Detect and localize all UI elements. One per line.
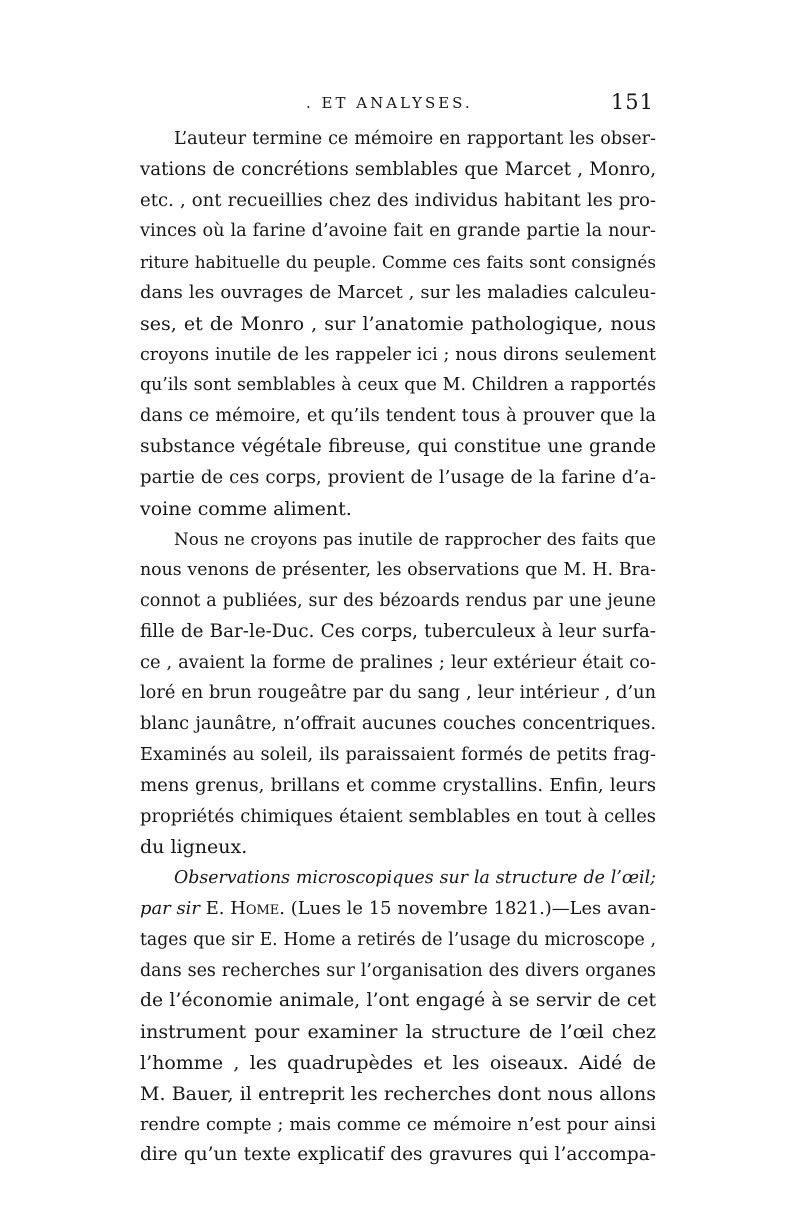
text-line: L’auteur termine ce mémoire en rapportant les obser- <box>174 129 656 149</box>
text-line: vations de concrétions semblables que Marcet , Monro, <box>140 158 656 180</box>
text-line: de l’économie animale, l’ont engagé à se servir de cet <box>140 990 656 1012</box>
text-line: fille de Bar-le-Duc. Ces corps, tuberculeux à leur surfa- <box>140 620 656 642</box>
text-line: loré en brun rougeâtre par du sang , leur intérieur , d’un <box>140 683 656 704</box>
text-line: croyons inutile de les rappeler ici ; nous dirons seulement <box>140 344 656 365</box>
text-line: rendre compte ; mais comme ce mémoire n’est pour ainsi <box>140 1114 656 1135</box>
text-line <box>140 894 656 925</box>
text-line: substance végétale fibreuse, qui constitue une grande <box>140 435 656 457</box>
author-initial: E. <box>199 897 231 919</box>
text-line: etc. , ont recueillies chez des individus habitant les pro- <box>140 189 656 211</box>
text-line: riture habituelle du peuple. Comme ces faits sont consignés <box>140 252 656 273</box>
section-heading-line: Observations microscopiques sur la structure de l’œil; <box>174 868 656 889</box>
author-name: Home <box>230 897 280 919</box>
text-line: dans les ouvrages de Marcet , sur les maladies calculeu- <box>140 281 656 303</box>
text-line: Examinés au soleil, ils paraissaient formés de petits frag- <box>140 744 656 765</box>
text-line: Nous ne croyons pas inutile de rapprocher des faits que <box>174 529 656 550</box>
text-line: ce , avaient la forme de pralines ; leur extérieur était co- <box>140 651 656 673</box>
page-number: 151 <box>610 90 654 114</box>
italic-byline: par sir <box>140 897 200 919</box>
text-line: qu’ils sont semblables à ceux que M. Children a rapportés <box>140 375 656 396</box>
text-line: voine comme aliment. <box>140 497 352 520</box>
text-line: vinces où la farine d’avoine fait en grande partie la nour- <box>140 221 656 242</box>
text-line: M. Bauer, il entreprit les recherches dont nous allons <box>140 1082 656 1105</box>
text-line: nous venons de présenter, les observations que M. H. Bra- <box>140 560 656 581</box>
text-line: ses, et de Monro , sur l’anatomie pathologique, nous <box>140 312 656 335</box>
reading-date: . (Lues le 15 novembre 1821.)—Les avan- <box>279 897 656 919</box>
text-line: partie de ces corps, provient de l’usage de la farine d’a- <box>140 466 656 488</box>
text-line: instrument pour examiner la structure de l’œil chez <box>140 1021 656 1044</box>
text-line: blanc jaunâtre, n’offrait aucunes couches concentriques. <box>140 713 656 735</box>
text-line: dans ce mémoire, et qu’ils tendent tous à prouver que la <box>140 405 656 427</box>
text-line: dire qu’un texte explicatif des gravures qui l’accompa- <box>140 1144 656 1166</box>
text-line: propriétés chimiques étaient semblables en tout à celles <box>140 805 656 827</box>
running-head: . ET ANALYSES. <box>306 94 473 112</box>
text-line: mens grenus, brillans et comme crystallins. Enfin, leurs <box>140 774 656 796</box>
text-line: du ligneux. <box>140 836 248 859</box>
text-line: connot a publiées, sur des bézoards rendus par une jeune <box>140 590 656 611</box>
text-line: l’homme , les quadrupèdes et les oiseaux. Aidé de <box>140 1051 656 1074</box>
text-line: dans ses recherches sur l’organisation des divers organes <box>140 960 656 981</box>
page-header <box>140 88 656 118</box>
text-line: tages que sir E. Home a retirés de l’usage du microscope , <box>140 929 656 950</box>
body-text <box>140 124 656 1171</box>
